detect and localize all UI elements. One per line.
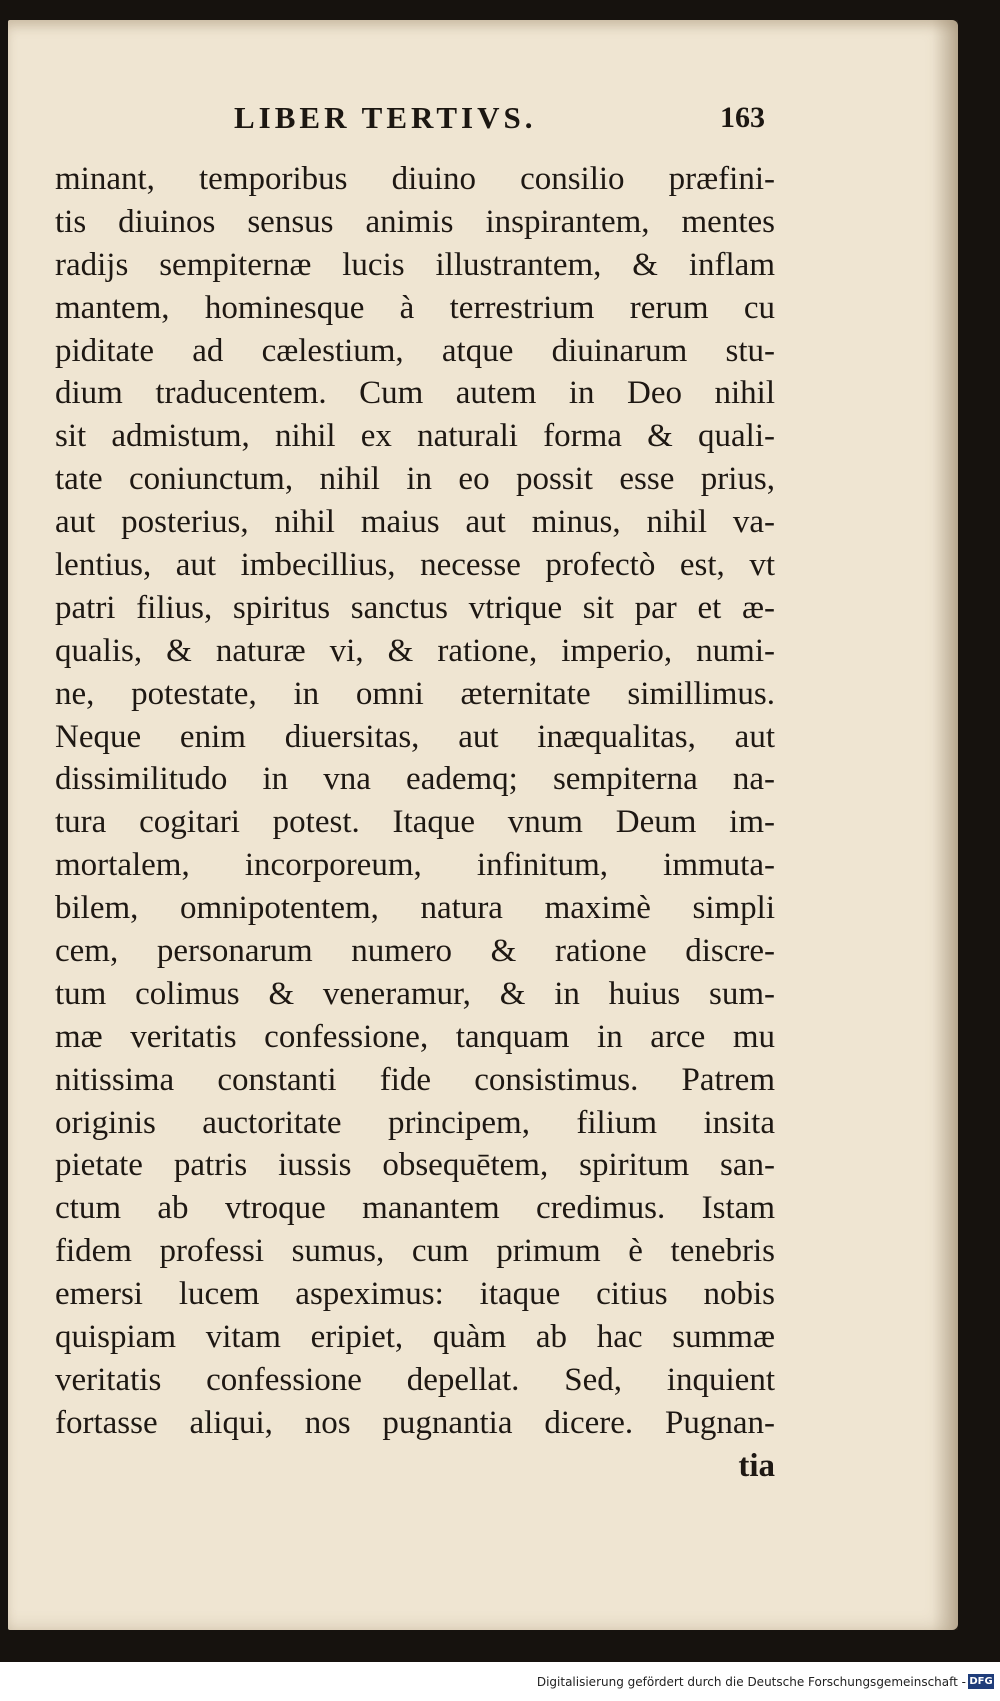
text-line: fidem professi sumus, cum primum è tenebris — [55, 1233, 775, 1270]
text-line: veritatis confessione depellat. Sed, inquient — [55, 1361, 775, 1398]
text-line: fortasse aliqui, nos pugnantia dicere. Pugnan- — [55, 1404, 775, 1441]
text-line: tum colimus & veneramur, & in huius sum- — [55, 975, 775, 1012]
text-line: dium traducentem. Cum autem in Deo nihil — [55, 375, 775, 412]
text-line: ne, potestate, in omni æternitate simillimus. — [55, 675, 775, 712]
text-line: nitissima constanti fide consistimus. Patrem — [55, 1061, 775, 1098]
text-line: lentius, aut imbecillius, necesse profectò est, vt — [55, 547, 775, 584]
text-line: Neque enim diuersitas, aut inæqualitas, aut — [55, 718, 775, 755]
footer-credit: Digitalisierung gefördert durch die Deutsche Forschungsgemeinschaft - — [536, 1675, 966, 1689]
text-line: mæ veritatis confessione, tanquam in arce mu — [55, 1018, 775, 1055]
dfg-logo: DFG — [969, 1676, 993, 1687]
text-line: patri filius, spiritus sanctus vtrique sit par et æ- — [55, 589, 775, 626]
text-line: tura cogitari potest. Itaque vnum Deum im- — [55, 804, 775, 841]
text-line: qualis, & naturæ vi, & ratione, imperio, numi- — [55, 632, 775, 669]
text-line: sit admistum, nihil ex naturali forma & quali- — [55, 418, 775, 455]
text-line: radijs sempiternæ lucis illustrantem, & inflam — [55, 246, 775, 283]
book-page — [8, 20, 958, 1630]
text-line: mortalem, incorporeum, infinitum, immuta- — [55, 847, 775, 884]
text-line: aut posterius, nihil maius aut minus, nihil va- — [55, 504, 775, 541]
page-number: 163 — [720, 101, 765, 134]
text-line: cem, personarum numero & ratione discre- — [55, 933, 775, 970]
catchword: tia — [738, 1447, 775, 1484]
text-line: quispiam vitam eripiet, quàm ab hac summæ — [55, 1319, 775, 1356]
text-line: bilem, omnipotentem, natura maximè simpli — [55, 890, 775, 927]
text-line: ctum ab vtroque manantem credimus. Istam — [55, 1190, 775, 1227]
digitization-footer — [0, 1662, 1000, 1701]
text-line: piditate ad cælestium, atque diuinarum stu- — [55, 332, 775, 369]
text-line: dissimilitudo in vna eademq; sempiterna na- — [55, 761, 775, 798]
text-line: tate coniunctum, nihil in eo possit esse prius, — [55, 461, 775, 498]
body-text — [55, 158, 775, 1488]
running-head — [8, 93, 958, 143]
text-line: minant, temporibus diuino consilio præfini- — [55, 161, 775, 197]
text-line: originis auctoritate principem, filium insita — [55, 1104, 775, 1141]
text-line: mantem, hominesque à terrestrium rerum cu — [55, 289, 775, 326]
text-line: pietate patris iussis obsequētem, spiritum san- — [55, 1147, 775, 1184]
running-head-title: LIBER TERTIVS. — [234, 100, 537, 135]
text-line: tis diuinos sensus animis inspirantem, mentes — [55, 203, 775, 240]
text-line: emersi lucem aspeximus: itaque citius nobis — [55, 1276, 775, 1313]
